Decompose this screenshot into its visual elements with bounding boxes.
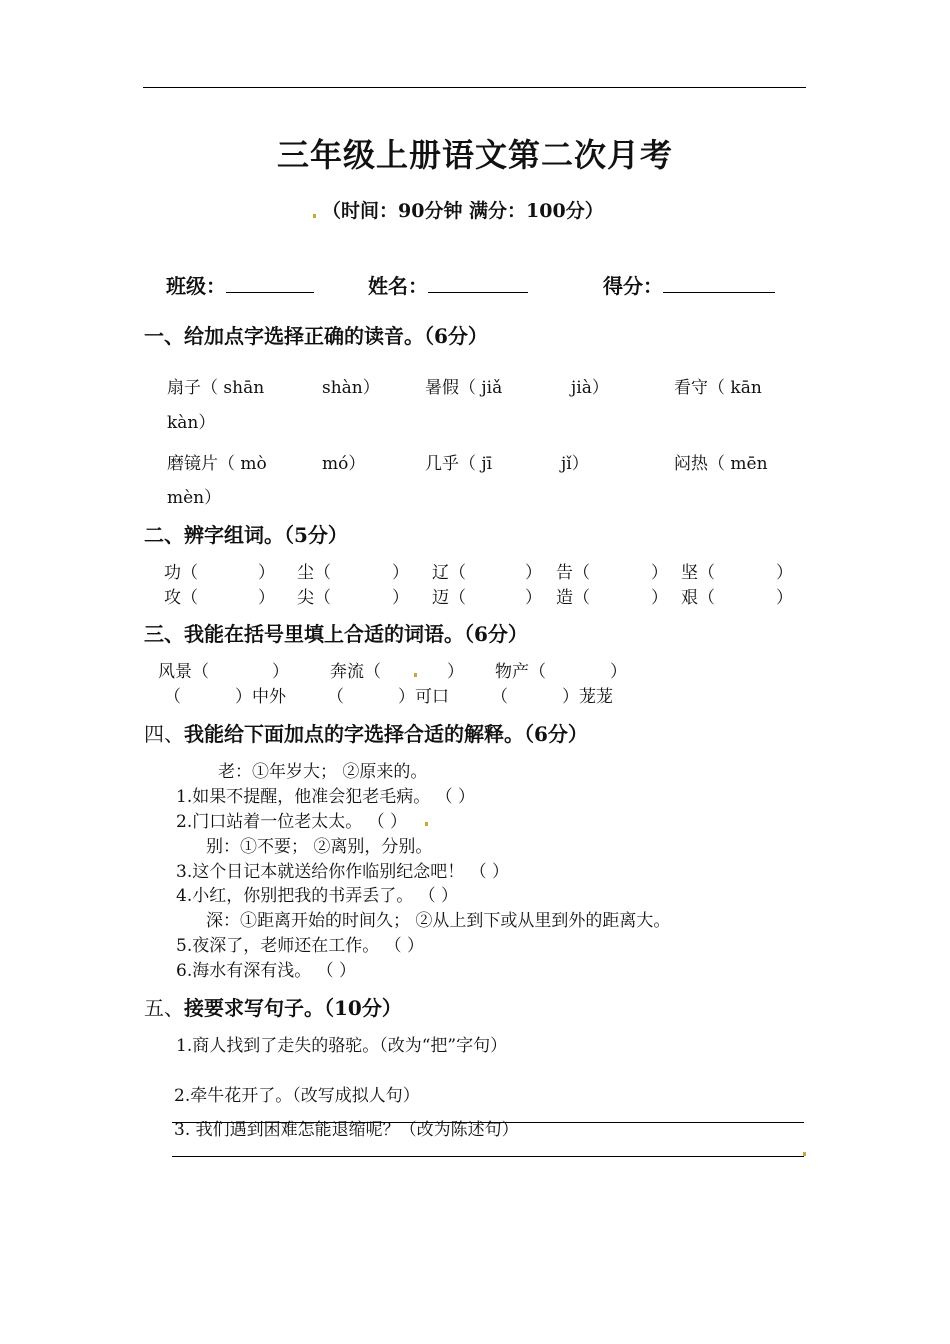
name-blank[interactable] bbox=[428, 272, 528, 293]
option-1: （ mēn bbox=[708, 454, 768, 474]
word-pair-close: ） bbox=[525, 563, 542, 583]
word-pair-cell: 艰（ bbox=[681, 588, 715, 608]
word-pair-close: ） bbox=[392, 588, 409, 608]
score-field bbox=[603, 270, 775, 299]
item-word: 磨镜片 bbox=[167, 454, 218, 474]
item-word: 闷热 bbox=[674, 454, 708, 474]
question-4: 4.小红，你别把我的书弄丢了。 （ ） bbox=[176, 886, 459, 906]
name-label: 姓名： bbox=[368, 274, 428, 298]
question-3: 3.这个日记本就送给你作临别纪念吧！ （ ） bbox=[176, 862, 510, 882]
word-pair-close: ） bbox=[651, 563, 668, 583]
section-number: 五、 bbox=[144, 996, 184, 1020]
option-1: （ jiǎ bbox=[459, 378, 503, 398]
page-title: 三年级上册语文第二次月考 bbox=[276, 136, 673, 174]
name-field bbox=[368, 270, 528, 299]
item-word: 扇子 bbox=[167, 378, 201, 398]
sentence-question-1: 1.商人找到了走失的骆驼。（改为“把”字句） bbox=[176, 1036, 508, 1056]
word-pair-cell: 辽（ bbox=[432, 563, 466, 583]
word-pair-close: ） bbox=[258, 563, 275, 583]
class-label: 班级： bbox=[166, 274, 226, 298]
fill-cell: 物产（ bbox=[495, 662, 546, 682]
word-pair-cell: 告（ bbox=[556, 563, 590, 583]
stray-dot bbox=[414, 673, 417, 677]
section-1-heading: 一、给加点字选择正确的读音。（6分） bbox=[144, 324, 488, 348]
question-5: 5.夜深了，老师还在工作。 （ ） bbox=[176, 936, 425, 956]
word-pair-cell: 坚（ bbox=[681, 563, 715, 583]
definition-line: 别：①不要； ②离别，分别。 bbox=[206, 837, 433, 857]
fill-close: ）茏茏 bbox=[562, 687, 613, 707]
pinyin-item bbox=[425, 449, 492, 474]
pinyin-item bbox=[674, 449, 768, 474]
section-3-heading: 三、我能在括号里填上合适的词语。（6分） bbox=[144, 622, 528, 646]
score-label: 得分： bbox=[603, 274, 663, 298]
word-pair-close: ） bbox=[258, 588, 275, 608]
word-pair-close: ） bbox=[776, 588, 793, 608]
option-2: mó） bbox=[322, 454, 366, 474]
item-word: 暑假 bbox=[425, 378, 459, 398]
fill-close: ） bbox=[272, 662, 289, 682]
section-2-heading: 二、辨字组词。（5分） bbox=[144, 523, 348, 547]
option-2-wrapped: kàn） bbox=[167, 413, 216, 433]
question-1: 1.如果不提醒，他准会犯老毛病。 （ ） bbox=[176, 787, 476, 807]
fill-close: ）可口 bbox=[398, 687, 449, 707]
stray-dot bbox=[803, 1152, 806, 1156]
answer-line[interactable] bbox=[172, 1156, 804, 1157]
stray-dot bbox=[313, 214, 316, 218]
word-pair-close: ） bbox=[525, 588, 542, 608]
section-title: 接要求写句子。（10分） bbox=[184, 996, 402, 1020]
question-2: 2.门口站着一位老太太。 （ ） bbox=[176, 812, 408, 832]
word-pair-cell: 造（ bbox=[556, 588, 590, 608]
pinyin-item bbox=[425, 373, 502, 398]
word-pair-cell: 尖（ bbox=[297, 588, 331, 608]
stray-dot bbox=[425, 822, 428, 826]
section-4-heading bbox=[144, 718, 588, 747]
section-title: 我能给下面加点的字选择合适的解释。（6分） bbox=[184, 722, 588, 746]
fill-close: ） bbox=[610, 662, 627, 682]
pinyin-item bbox=[674, 373, 762, 398]
option-1: （ jī bbox=[459, 454, 493, 474]
class-blank[interactable] bbox=[226, 272, 314, 293]
question-3-text: 3. 我们遇到困难怎能退缩呢？（改为陈述句） bbox=[174, 1120, 519, 1140]
option-2: shàn） bbox=[322, 378, 380, 398]
option-1: （ kān bbox=[708, 378, 762, 398]
word-pair-close: ） bbox=[776, 563, 793, 583]
fill-cell: （ bbox=[164, 687, 181, 707]
option-2: jǐ） bbox=[561, 454, 589, 474]
fill-cell: 风景（ bbox=[158, 662, 209, 682]
option-1: （ shān bbox=[201, 378, 265, 398]
exam-subtitle: （时间：90分钟 满分：100分） bbox=[322, 200, 604, 222]
item-word: 几乎 bbox=[425, 454, 459, 474]
word-pair-cell: 功（ bbox=[164, 563, 198, 583]
section-5-heading bbox=[144, 992, 402, 1021]
class-field bbox=[166, 270, 314, 299]
section-number: 四、 bbox=[144, 722, 184, 746]
definition-line: 深：①距离开始的时间久； ②从上到下或从里到外的距离大。 bbox=[206, 911, 671, 931]
word-pair-cell: 迈（ bbox=[432, 588, 466, 608]
definition-line: 老：①年岁大； ②原来的。 bbox=[218, 762, 428, 782]
fill-cell: 奔流（ bbox=[330, 662, 381, 682]
score-blank[interactable] bbox=[663, 272, 775, 293]
pinyin-item bbox=[167, 449, 267, 474]
sentence-question-3-clipped bbox=[174, 1120, 519, 1140]
option-1: （ mò bbox=[218, 454, 267, 474]
word-pair-cell: 尘（ bbox=[297, 563, 331, 583]
question-6: 6.海水有深有浅。 （ ） bbox=[176, 961, 357, 981]
fill-close: ）中外 bbox=[235, 687, 286, 707]
pinyin-item bbox=[167, 373, 264, 398]
option-2: jià） bbox=[571, 378, 609, 398]
word-pair-close: ） bbox=[651, 588, 668, 608]
top-rule bbox=[143, 87, 806, 88]
option-2-wrapped: mèn） bbox=[167, 488, 222, 508]
word-pair-cell: 攻（ bbox=[164, 588, 198, 608]
fill-cell: （ bbox=[491, 687, 508, 707]
word-pair-close: ） bbox=[392, 563, 409, 583]
item-word: 看守 bbox=[674, 378, 708, 398]
fill-cell: （ bbox=[327, 687, 344, 707]
fill-close: ） bbox=[447, 662, 464, 682]
sentence-question-2: 2.牵牛花开了。（改写成拟人句） bbox=[174, 1086, 420, 1106]
